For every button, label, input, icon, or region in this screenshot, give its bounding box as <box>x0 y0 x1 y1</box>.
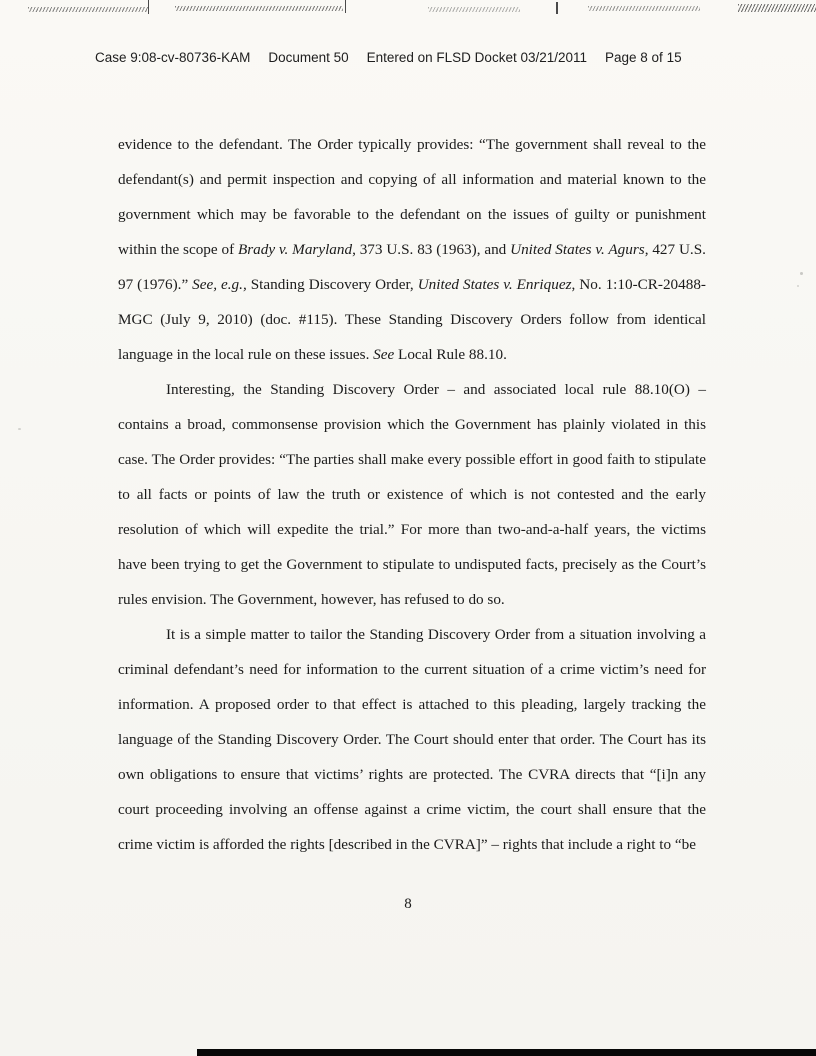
paragraph <box>118 617 706 862</box>
text-run: Local Rule 88.10. <box>394 346 507 363</box>
italic-text-run: See, e.g., <box>192 276 247 293</box>
paragraph <box>118 127 706 372</box>
scan-artifact-tick <box>345 0 346 13</box>
text-run: evidence to the defendant. The Order typically provides: “The government shall reveal to the defendant(s) and permit inspection and copying of all information and material known to the government which may be favorable to the defendant on the issues of guilty or punishment within the scope of <box>118 136 706 258</box>
scan-artifact-tick <box>148 0 149 14</box>
text-run: , 427 U.S. 97 (1976).” <box>118 241 706 293</box>
scan-artifact-hatch <box>175 6 343 11</box>
document-body <box>118 127 706 862</box>
italic-text-run: See <box>373 346 395 363</box>
italic-text-run: Brady v. Maryland <box>237 241 353 258</box>
scan-artifact-hatch <box>28 7 148 12</box>
italic-text-run: United States v. Agurs <box>510 241 645 258</box>
text-run: , No. 1:10-CR-20488-MGC (July 9, 2010) (doc. #115). These Standing Discovery Orders follow from identical language in the local rule on these issues. <box>118 276 706 363</box>
scan-speck <box>800 272 803 275</box>
text-run: Standing Discovery Order, <box>246 276 418 293</box>
paragraph <box>118 372 706 617</box>
text-run: Interesting, the Standing Discovery Order – and associated local rule 88.10(O) – contains a broad, commonsense provision which the Government has plainly violated in this case. The Order provides: “The parties shall make every possible effort in good faith to stipulate to all facts or points of law the truth or existence of which is not contested and the early resolution of which will expedite the trial.” For more than two-and-a-half years, the victims have been trying to get the Government to stipulate to undisputed facts, precisely as the Court’s rules envision. The Government, however, has refused to do so. <box>118 381 706 608</box>
text-run: It is a simple matter to tailor the Standing Discovery Order from a situation involving a criminal defendant’s need for information to the current situation of a crime victim’s need for information. A proposed order to that effect is attached to this pleading, largely tracking the language of the Standing Discovery Order. The Court should enter that order. The Court has its own obligations to ensure that victims’ rights are protected. The CVRA directs that “[i]n any court proceeding involving an offense against a crime victim, the court shall ensure that the crime victim is afforded the rights [described in the CVRA]” – rights that include a right to “be <box>118 626 706 853</box>
text-run: , 373 U.S. 83 (1963), and <box>352 241 511 258</box>
scan-artifact-hatch <box>428 7 520 12</box>
page-indicator: Page 8 of 15 <box>605 50 682 65</box>
bottom-scan-bar <box>197 1049 816 1056</box>
scan-speck <box>797 285 799 287</box>
docket-entry: Entered on FLSD Docket 03/21/2011 <box>366 50 588 65</box>
case-number: Case 9:08-cv-80736-KAM <box>95 50 251 65</box>
scan-speck <box>18 428 21 430</box>
scan-artifact-tick <box>556 2 558 14</box>
scan-artifact-hatch <box>738 4 816 12</box>
case-header <box>95 50 755 65</box>
document-number: Document 50 <box>268 50 349 65</box>
page-number: 8 <box>404 896 412 912</box>
scan-artifact-hatch <box>588 6 700 11</box>
italic-text-run: United States v. Enriquez <box>417 276 572 293</box>
